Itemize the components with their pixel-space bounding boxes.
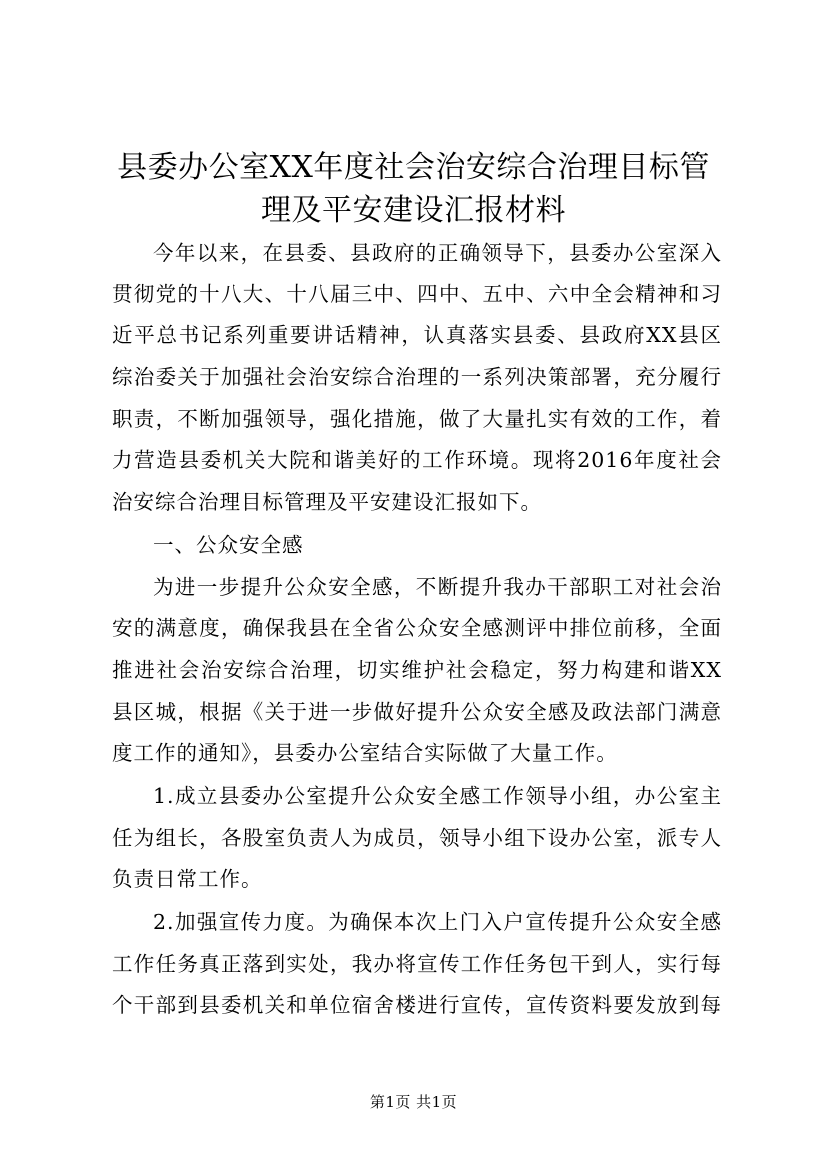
paragraph-line: 工作任务真正落到实处，我办将宣传工作任务包干到人，实行每 — [112, 952, 722, 976]
paragraph-line: 负责日常工作。 — [112, 867, 263, 891]
paragraph-line: 度工作的通知》，县委办公室结合实际做了大量工作。 — [112, 741, 618, 765]
paragraph-line: 治安综合治理目标管理及平安建设汇报如下。 — [112, 490, 542, 514]
paragraph-line: 1.成立县委办公室提升公众安全感工作领导小组，办公室主 — [153, 784, 722, 808]
paragraph-line: 任为组长，各股室负责人为成员，领导小组下设办公室，派专人 — [112, 826, 722, 850]
paragraph-line: 安的满意度，确保我县在全省公众安全感测评中排位前移，全面 — [112, 616, 722, 640]
section-heading: 一、公众安全感 — [153, 533, 304, 557]
paragraph-line: 近平总书记系列重要讲话精神，认真落实县委、县政府XX县区 — [112, 323, 722, 347]
paragraph-line: 为进一步提升公众安全感，不断提升我办干部职工对社会治 — [153, 575, 722, 599]
document-title-line-1: 县委办公室XX年度社会治安综合治理目标管 — [117, 150, 710, 185]
paragraph-line: 今年以来，在县委、县政府的正确领导下，县委办公室深入 — [153, 241, 722, 265]
page-number-footer: 第1页 共1页 — [369, 1093, 458, 1111]
paragraph-line: 贯彻党的十八大、十八届三中、四中、五中、六中全会精神和习 — [112, 282, 722, 306]
paragraph-line: 2.加强宣传力度。为确保本次上门入户宣传提升公众安全感 — [153, 910, 722, 934]
paragraph-line: 个干部到县委机关和单位宿舍楼进行宣传，宣传资料要发放到每 — [112, 993, 722, 1017]
document-title-line-2: 理及平安建设汇报材料 — [261, 193, 566, 228]
paragraph-line: 推进社会治安综合治理，切实维护社会稳定，努力构建和谐XX — [112, 658, 722, 682]
paragraph-line: 职责，不断加强领导，强化措施，做了大量扎实有效的工作，着 — [112, 407, 722, 431]
paragraph-line: 县区城，根据《关于进一步做好提升公众安全感及政法部门满意 — [112, 700, 722, 724]
paragraph-line: 综治委关于加强社会治安综合治理的一系列决策部署，充分履行 — [112, 365, 722, 389]
paragraph-line: 力营造县委机关大院和谐美好的工作环境。现将2016年度社会 — [112, 448, 722, 472]
